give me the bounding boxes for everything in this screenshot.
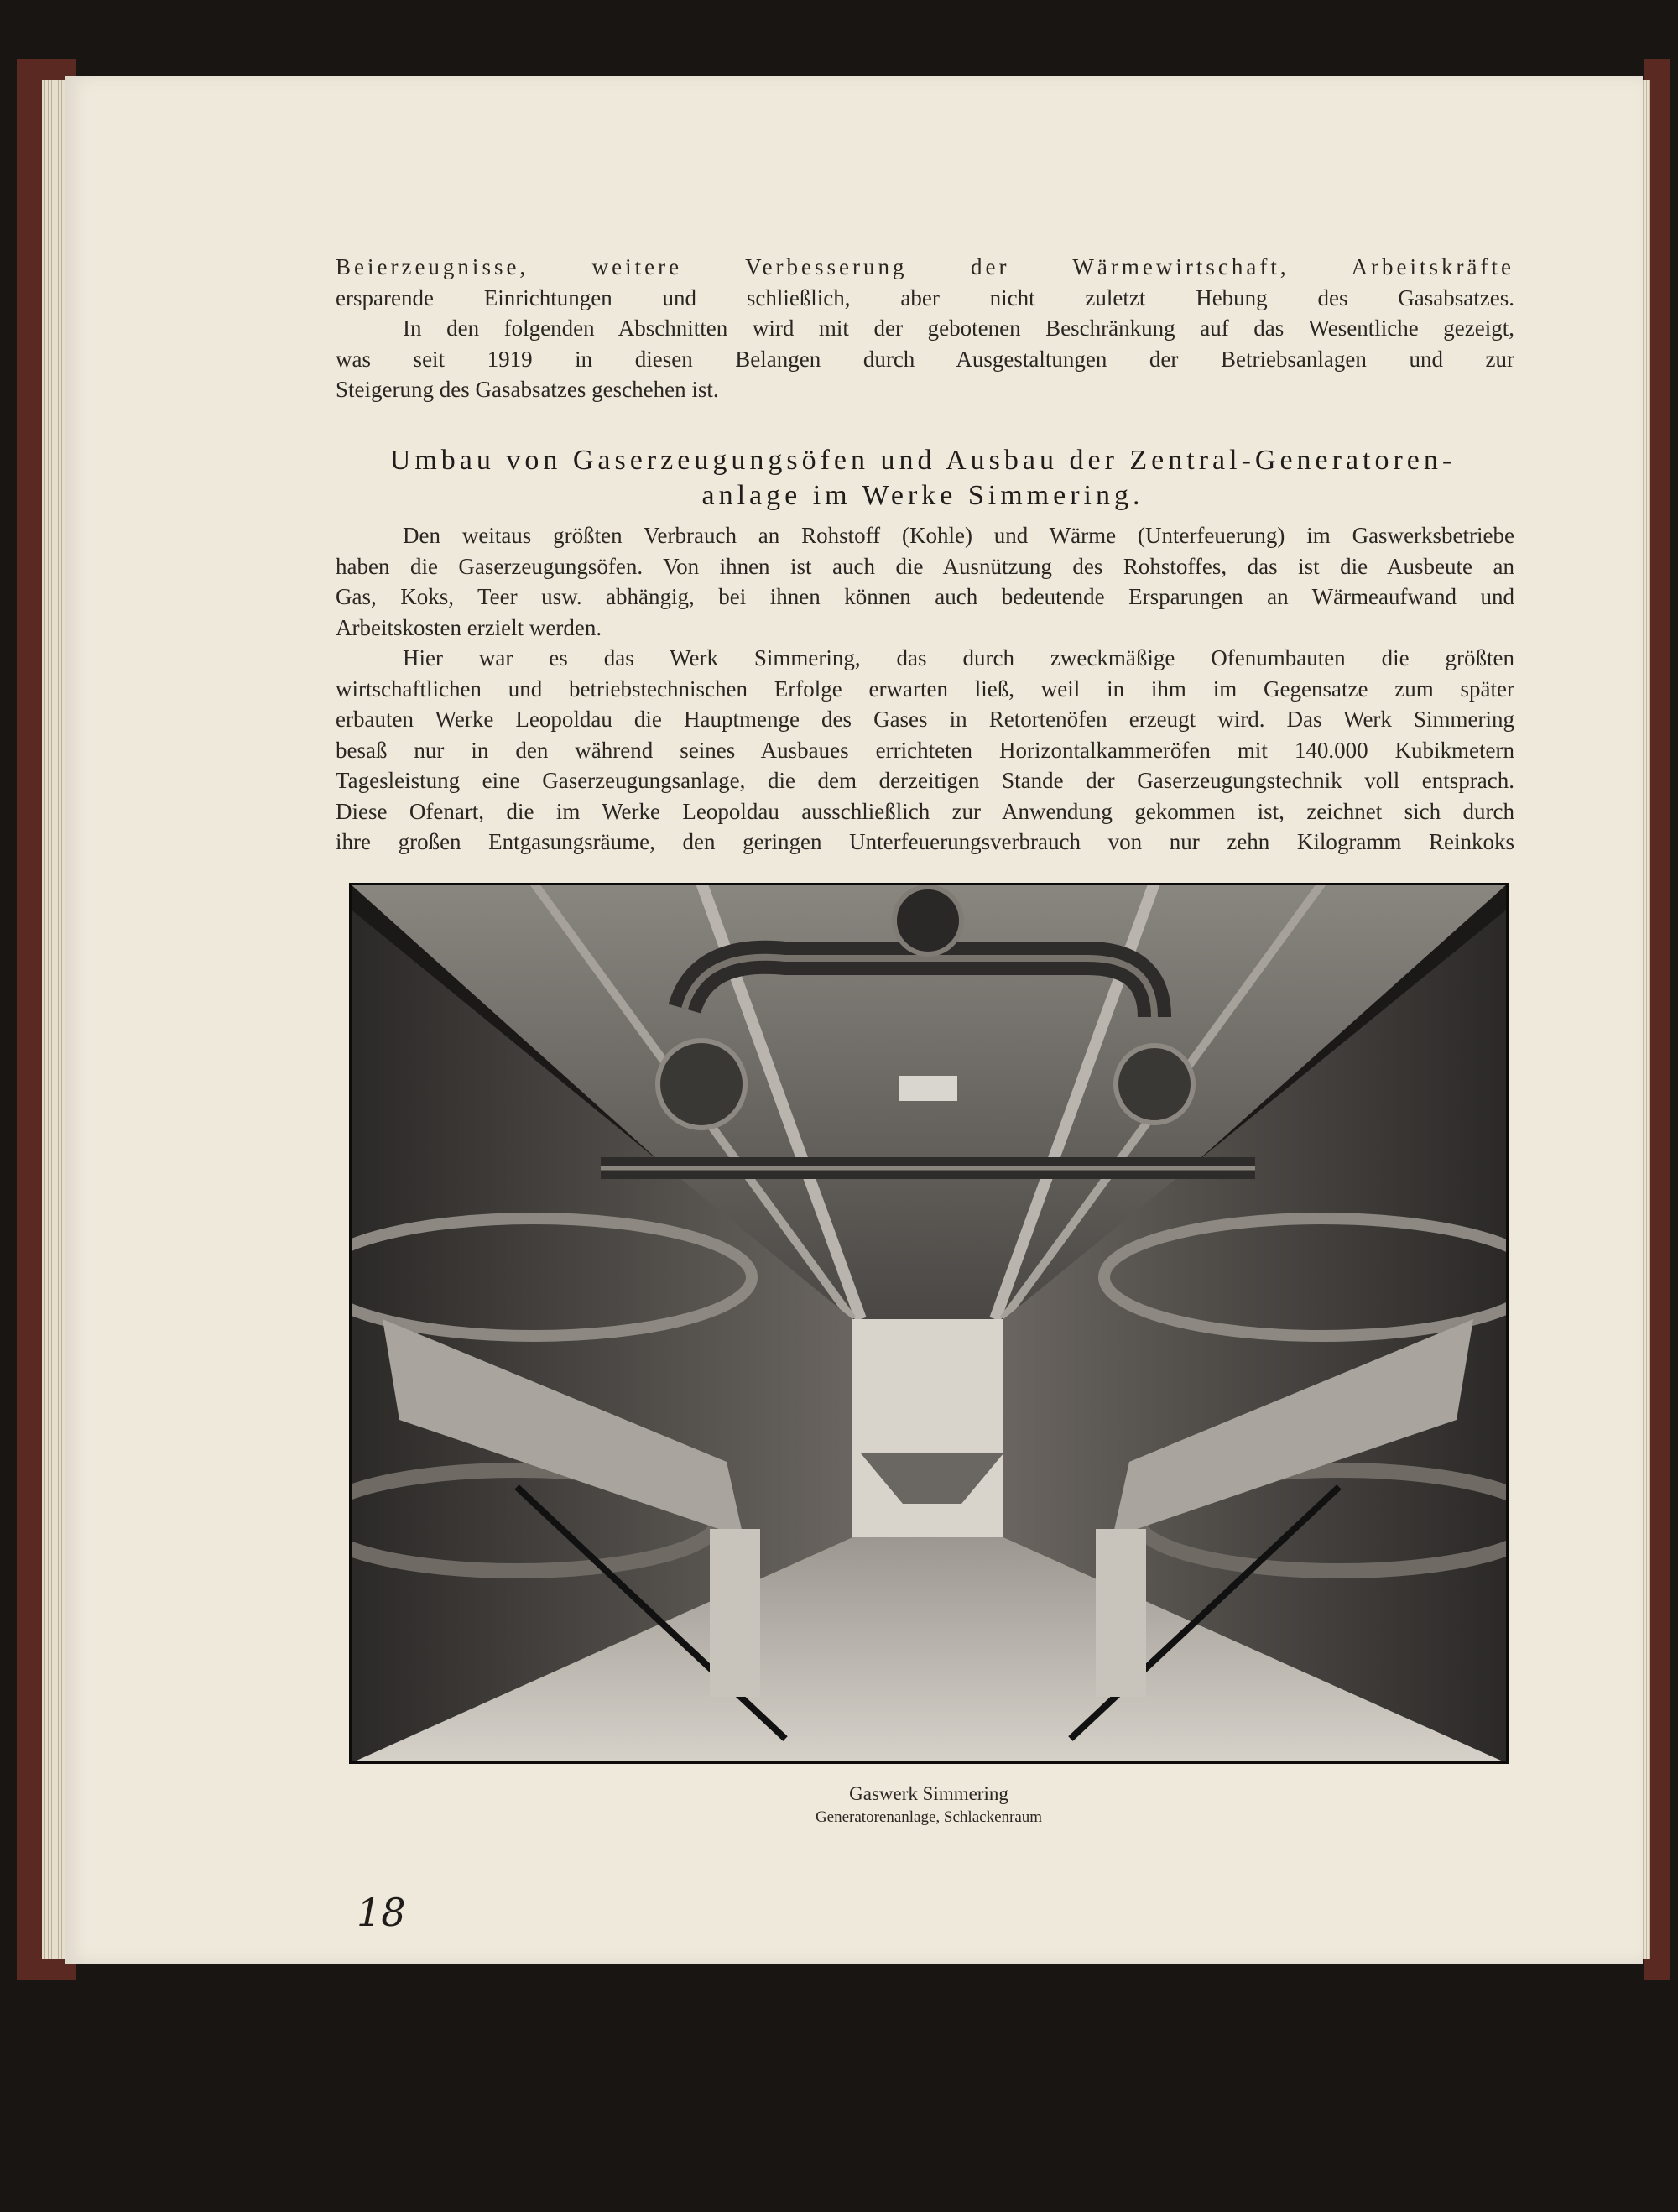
body-line: erbauten Werke Leopoldau die Hauptmenge des Gases in Retortenöfen erzeugt wird. Das Werk Simmering [336,707,1514,732]
intro-line: ersparende Einrichtungen und schließlich, aber nicht zuletzt Hebung des Gasabsatzes. [336,284,1514,310]
generator-hall-illustration [349,883,1509,1764]
intro-line: Beierzeugnisse, weitere Verbesserung der Wärmewirtschaft, Arbeitskräfte [336,254,1514,279]
body-line: Diese Ofenart, die im Werke Leopoldau ausschließlich zur Anwendung gekommen ist, zeichnet sich durch [336,798,1514,824]
photo-caption-subtitle: Generatorenanlage, Schlackenraum [815,1808,1043,1826]
intro-paragraph [336,252,1514,405]
photo-caption-title: Gaswerk Simmering [849,1783,1008,1804]
body-line: Tagesleistung eine Gaserzeugungsanlage, die dem derzeitigen Stande der Gaserzeugungstechnik voll entsprach. [336,768,1514,793]
body-line: ihre großen Entgasungsräume, den geringen Unterfeuerungsverbrauch von nur zehn Kilogramm Reinkoks [336,829,1514,854]
body-line: Arbeitskosten erzielt werden. [336,614,602,640]
intro-line: In den folgenden Abschnitten wird mit der gebotenen Beschränkung auf das Wesentliche gezeigt, [403,316,1514,341]
body-line: Gas, Koks, Teer usw. abhängig, bei ihnen können auch bedeutende Ersparungen an Wärmeaufwand und [336,584,1514,609]
body-line: besaß nur in den während seines Ausbaues errichteten Horizontalkammeröfen mit 140.000 Kubikmetern [336,737,1514,763]
intro-line: was seit 1919 in diesen Belangen durch Ausgestaltungen der Betriebsanlagen und zur [336,346,1514,372]
body-line: Den weitaus größten Verbrauch an Rohstoff (Kohle) und Wärme (Unterfeuerung) im Gaswerksbetriebe [403,523,1514,548]
industrial-photo [349,883,1509,1764]
page-number: 18 [357,1890,406,1935]
intro-line: Steigerung des Gasabsatzes geschehen ist. [336,377,719,402]
body-line: wirtschaftlichen und betriebstechnischen Erfolge erwarten ließ, weil in ihm im Gegensatze zum später [336,676,1514,702]
body-line: haben die Gaserzeugungsöfen. Von ihnen ist auch die Ausnützung des Rohstoffes, das ist die Ausbeute an [336,553,1514,579]
heading-line: Umbau von Gaserzeugungsöfen und Ausbau der Zentral-Generatoren- [389,445,1457,476]
heading-line: anlage im Werke Simmering. [701,480,1144,511]
page-edges-left [42,80,67,1959]
body-line: Hier war es das Werk Simmering, das durch zweckmäßige Ofenumbauten die größten [403,645,1514,670]
section-heading [319,443,1527,514]
body-paragraph [336,520,1514,858]
